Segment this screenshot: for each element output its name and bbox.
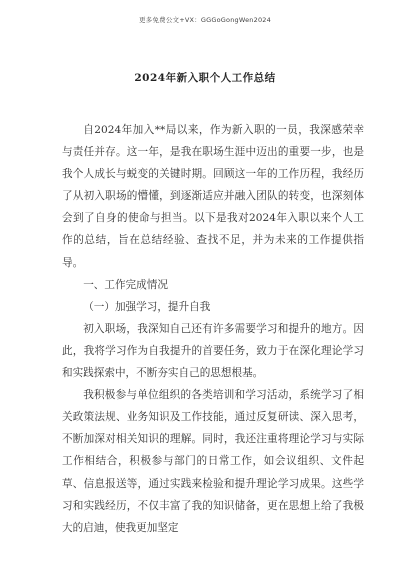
body-paragraph: 初入职场，我深知自己还有许多需要学习和提升的地方。因此，我将学习作为自我提升的首要任务，致力于在深化理论学习和实践探索中，不断夯实自己的思想根基。: [62, 322, 364, 380]
document-title: 2024年新入职个人工作总结: [134, 72, 276, 84]
document-body: [62, 119, 364, 539]
subsection-heading: （一）加强学习，提升自我: [83, 300, 211, 313]
header-note: 更多免费公文+VX：GGGoGongWen2024: [139, 16, 271, 24]
body-paragraph: 我积极参与单位组织的各类培训和学习活动，系统学习了相关政策法规、业务知识及工作技能，通过反复研读、深入思考，不断加深对相关知识的理解。同时，我还注重将理论学习与实际工作相结合，积极参与部门的日常工作，如会议组织、文件起草、信息报送等，通过实践来检验和提升理论学习成果。这些学习和实践经历，不仅丰富了我的知识储备，更在思想上给了我极大的启迪，使我更加坚定: [62, 389, 364, 534]
section-heading: 一、工作完成情况: [83, 278, 168, 291]
intro-paragraph: 自2024年加入**局以来，作为新入职的一员，我深感荣幸与责任并存。这一年，是我在职场生涯中迈出的重要一步，也是我个人成长与蜕变的关键时期。回顾这一年的工作历程，我经历了从初入职场的懵懂，到逐渐适应并融入团队的转变，也深刻体会到了自身的使命与担当。以下是我对2024年入职以来个人工作的总结，旨在总结经验、查找不足，并为未来的工作提供指导。: [62, 124, 364, 269]
